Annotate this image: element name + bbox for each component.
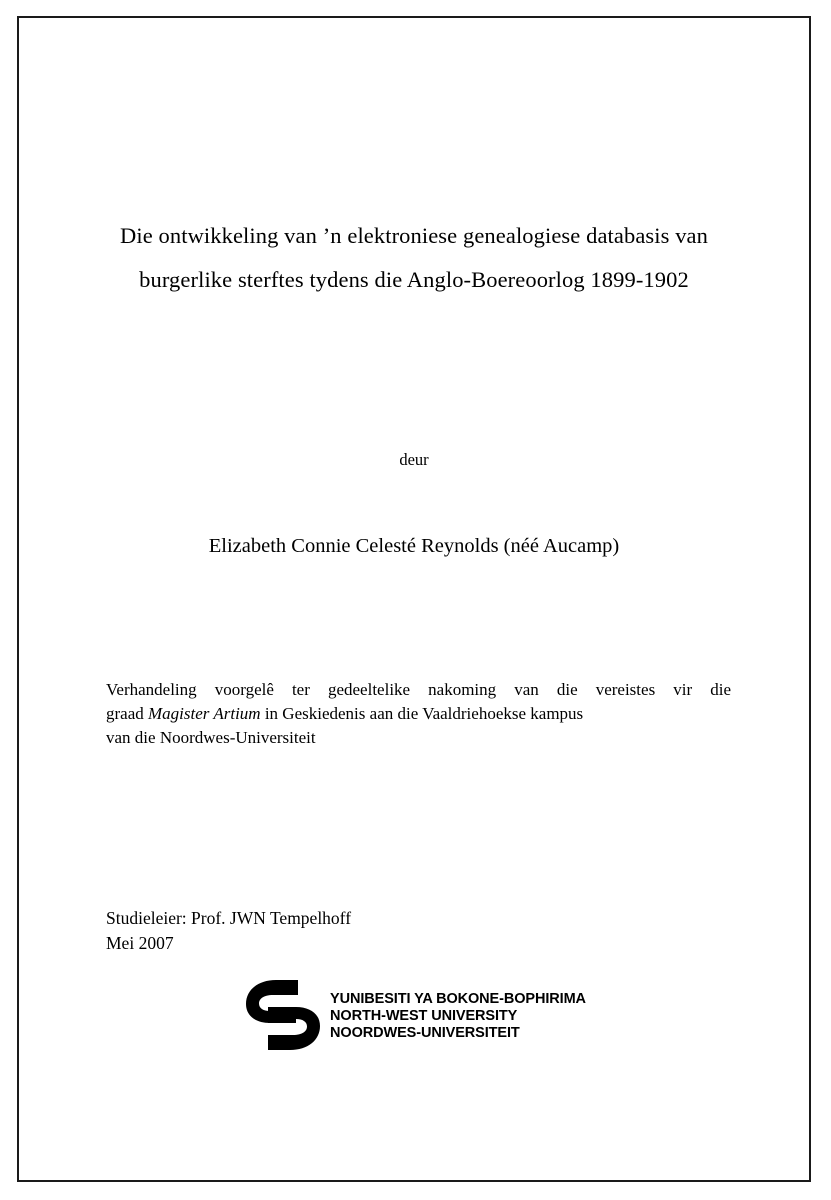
statement-line-2-pre: graad — [106, 704, 149, 723]
supervisor-line: Studieleier: Prof. JWN Tempelhoff — [106, 908, 352, 928]
logo-text-block — [330, 989, 586, 1042]
university-logo — [19, 978, 809, 1052]
logo-row — [242, 978, 586, 1052]
supervisor-block — [106, 906, 351, 956]
statement-line-1: Verhandeling voorgelê ter gedeeltelike nakoming van die vereistes vir die — [106, 680, 731, 699]
degree-statement — [106, 678, 731, 750]
logo-text-line-1: YUNIBESITI YA BOKONE-BOPHIRIMA — [330, 990, 586, 1007]
by-label: deur — [399, 450, 429, 469]
author-name: Elizabeth Connie Celesté Reynolds (néé Aucamp) — [208, 535, 620, 557]
title-line-2: burgerlike sterftes tydens die Anglo-Boereoorlog 1899-1902 — [139, 267, 689, 292]
date-line: Mei 2007 — [106, 933, 174, 953]
page-border — [17, 16, 811, 1182]
page-content — [19, 18, 809, 1180]
degree-name: Magister Artium — [148, 704, 261, 723]
logo-text-line-2: NORTH-WEST UNIVERSITY — [330, 1007, 518, 1024]
statement-line-2 — [106, 702, 731, 726]
logo-text-line-3: NOORDWES-UNIVERSITEIT — [330, 1024, 520, 1041]
thesis-title — [102, 214, 726, 302]
statement-line-2-post: in Geskiedenis aan die Vaaldriehoekse kampus — [260, 704, 584, 723]
statement-line-3: van die Noordwes-Universiteit — [106, 728, 316, 747]
title-line-1: Die ontwikkeling van ’n elektroniese genealogiese databasis van — [120, 223, 708, 248]
nwu-logo-icon — [242, 978, 324, 1052]
